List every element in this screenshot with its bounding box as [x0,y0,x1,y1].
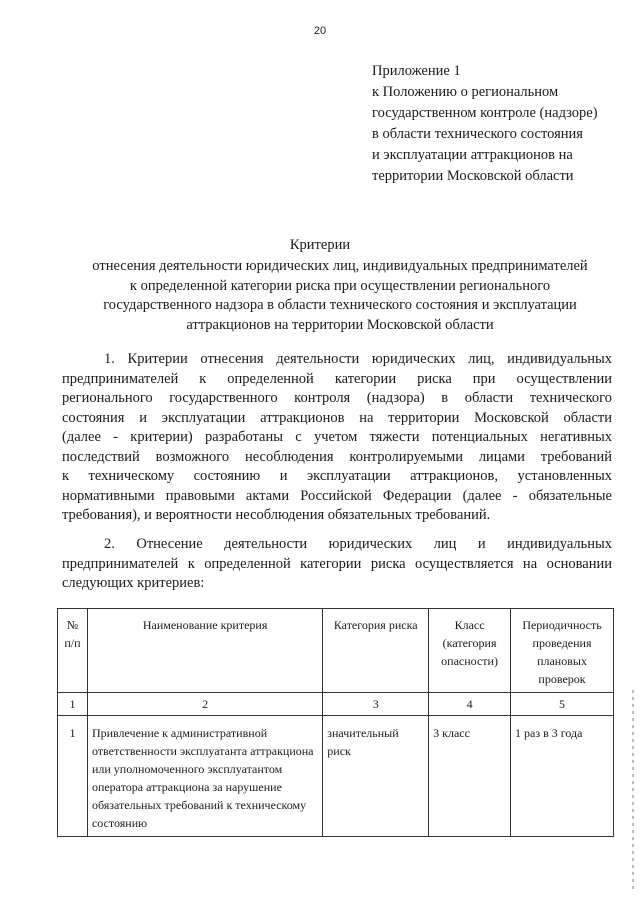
column-number: 5 [511,693,614,716]
paragraph-line: 1. Критерии отнесения деятельности юридических лиц, индивидуальных [104,351,612,367]
risk-cell: значительный риск [323,716,429,837]
paragraph-line: к техническому состоянию и эксплуатации аттракционов, установленных [62,468,612,484]
paragraph-2 [62,535,612,594]
column-number-row [58,693,614,716]
paragraph-line: (далее - критерии) разработаны с учетом тяжести потенциальных негативных [62,429,612,445]
paragraph-line: последствий возможного несоблюдения контролируемыми лицами требований [62,448,612,465]
paragraph-1 [62,350,612,526]
subtitle-line: аттракционов на территории Московской области [186,316,494,333]
subtitle-line: государственного надзора в области технического состояния и эксплуатации [103,297,577,313]
header-hazard-class: Класс (категория опасности) [429,609,511,693]
column-number: 4 [429,693,511,716]
paragraph-line: регионального государственного контроля (надзора) в области технического [62,390,612,406]
appendix-reference [372,61,632,187]
column-number: 1 [58,693,88,716]
hazard-class-cell: 3 класс [429,716,511,837]
paragraph-line: следующих критериев: [62,575,205,591]
column-number: 2 [87,693,322,716]
header-criterion-name: Наименование критерия [87,609,322,693]
document-subtitle [60,257,620,335]
scan-edge-artifact [632,690,634,890]
document-title: Критерии [289,237,351,253]
row-number: 1 [58,716,88,837]
appendix-line: территории Московской области [372,168,574,184]
paragraph-line: нормативными правовыми актами Российской Федерации (далее - обязательные [62,487,612,504]
paragraph-line: требования), и вероятности несоблюдения обязательных требований. [62,507,491,523]
header-number: № п/п [58,609,88,693]
appendix-line: к Положению о региональном [372,84,559,100]
table-row [58,716,614,837]
criteria-table [57,608,614,837]
subtitle-line: к определенной категории риска при осуществлении регионального [129,277,551,294]
paragraph-line: 2. Отнесение деятельности юридических лиц и индивидуальных [104,536,612,552]
criterion-cell: Привлечение к административной ответственности эксплуатанта аттракциона или уполномоченного эксплуатантом оператора аттракциона за нарушение обязательных требований к техническому состоянию [87,716,322,837]
header-inspection-frequency: Периодичность проведения плановых проверок [511,609,614,693]
appendix-line: в области технического состояния [372,126,583,142]
paragraph-line: состояния и эксплуатации аттракционов на территории Московской области [62,409,612,426]
appendix-line: государственном контроле (надзоре) [372,105,598,121]
subtitle-line: отнесения деятельности юридических лиц, индивидуальных предпринимателей [92,258,588,274]
paragraph-line: предпринимателей к определенной категории риска при осуществлении [62,370,612,387]
frequency-cell: 1 раз в 3 года [511,716,614,837]
column-number: 3 [323,693,429,716]
paragraph-line: предпринимателей к определенной категории риска осуществляется на основании [62,555,612,572]
header-risk-category: Категория риска [323,609,429,693]
table-header-row [58,609,614,693]
appendix-line: и эксплуатации аттракционов на [372,147,573,163]
page-number: 20 [313,25,327,37]
appendix-line: Приложение 1 [372,63,461,79]
